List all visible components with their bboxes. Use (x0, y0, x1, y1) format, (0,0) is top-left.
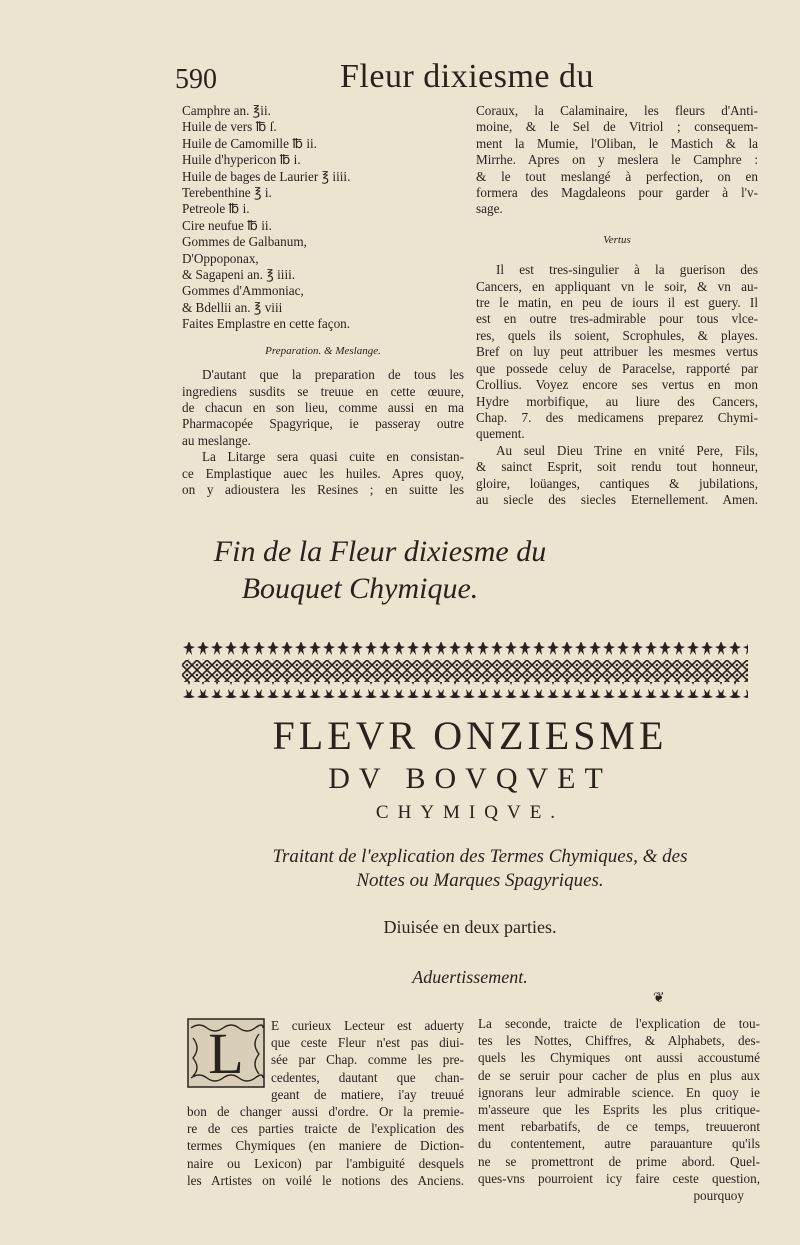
text-line: La seconde, traicte de l'explication de tou- (478, 1016, 760, 1031)
chapter-title-line-2: DV BOVQVET (328, 762, 612, 795)
notice-heading: Aduertissement. (412, 967, 528, 987)
ornament-band-icon (182, 640, 748, 700)
text-line: Cancers, en appliquant vn le soir, & vn au- (476, 278, 758, 294)
text-line: que possede celuy de Paracelse, rapporté par (476, 360, 758, 376)
notice-right-column (478, 1015, 760, 1204)
recipe-line: Terebenthine ℥ i. (182, 185, 272, 201)
text-line: on y adioustera les Resines ; en suitte les (182, 481, 464, 497)
text-line: naire ou Lexicon) par l'ambiguité desquels (187, 1155, 464, 1171)
text-line: ques-vns pourroient icy faire ceste question, (478, 1170, 760, 1186)
recipe-line: Huile de bages de Laurier ℥ iiii. (182, 168, 351, 184)
notice-left-column (187, 1017, 464, 1189)
text-line: formera des Magdaleons pour garder à l'v- (476, 185, 758, 201)
text-line: Pharmacopée Spagyrique, ie passeray outre (182, 416, 464, 432)
text-line: de chacun en son lieu, comme aussi en ma (182, 399, 464, 415)
text-line: gloire, loüanges, cantiques & jubilations, (476, 475, 758, 491)
text-line: geant de matiere, i'ay treuué (271, 1086, 464, 1102)
vertus-heading: Vertus (603, 233, 631, 246)
text-line: les Artistes on voilé le notions des Anciens. (187, 1172, 464, 1188)
text-line: ingrediens susdits se treuue en cette œuure, (182, 383, 464, 399)
dropcap-letter: L (208, 1021, 244, 1086)
text-line: cedentes, dautant que chan- (271, 1069, 464, 1085)
text-line: & le tout meslangé à perfection, on en (476, 168, 758, 184)
text-line: termes Chymiques (en maniere de Diction- (187, 1138, 464, 1154)
text-line: Crollius. Voyez encore ses vertus en mon (476, 377, 758, 393)
text-line: m'asseure que les Esprits les plus critique- (478, 1102, 760, 1118)
text-line: La Litarge sera quasi cuite en consistan- (202, 449, 464, 465)
text-line: quels les Chymiques ont aussi accoustumé (478, 1050, 760, 1066)
recipe-line: Cire neufue ℔ ii. (182, 217, 272, 233)
chapter-title: FLEVR ONZIESME (272, 713, 668, 758)
division-note: Diuisée en deux parties. (383, 917, 557, 937)
text-line: D'autant que la preparation de tous les (202, 367, 464, 383)
right-column (476, 103, 758, 508)
text-line: Bref on luy peut attribuer les mesmes vertus (476, 344, 758, 360)
recipe-list (182, 103, 464, 333)
text-line: re de ces parties traicte de l'explication des (187, 1121, 464, 1137)
text-line: de se seruir pour cacher de plus en plus aux (478, 1067, 760, 1083)
running-title: Fleur dixiesme du (340, 58, 595, 95)
recipe-line: Huile d'hypericon ℔ i. (182, 152, 301, 168)
mixing-paragraph (182, 449, 464, 498)
page-header (175, 58, 775, 106)
recipe-line: Gommes d'Ammoniac, (182, 283, 304, 299)
text-line: ment rebarbatifs, de ce temps, treuueront (478, 1119, 760, 1135)
text-line: tre le matin, en peu de iours il est guery. Il (476, 295, 758, 311)
continued-paragraph (476, 103, 758, 218)
text-line: ce Emplastique auec les huiles. Apres quoy, (182, 465, 464, 481)
text-line: Au seul Dieu Trine en vnité Pere, Fils, (496, 442, 758, 458)
text-line: au siecle des siecles Eternellement. Amen. (476, 491, 758, 507)
recipe-line: Gommes de Galbanum, (182, 234, 307, 250)
text-line: moine, & le Sel de Vitriol ; consequem- (476, 119, 758, 135)
left-column (182, 103, 464, 498)
text-line: E curieux Lecteur est aduerty (271, 1018, 464, 1033)
chapter-subtitle: Traitant de l'explication des Termes Chymiques, & des (272, 846, 688, 867)
preparation-heading: Preparation. & Meslange. (265, 344, 381, 357)
closing-line-2: Bouquet Chymique. (241, 572, 479, 605)
recipe-line: Petreole ℔ i. (182, 201, 250, 217)
text-line: Il est tres-singulier à la guerison des (496, 262, 758, 278)
vertus-paragraph (476, 262, 758, 442)
fleuron-icon: ❦ (653, 991, 665, 1006)
text-line: & sainct Esprit, soit rendu tout honneur, (476, 459, 758, 475)
text-line: du contentement, autre parauanture qu'ils (478, 1136, 760, 1152)
text-line: quement. (476, 426, 525, 442)
recipe-line: & Bdellii an. ℥ viii (182, 299, 283, 315)
recipe-line: Huile de Camomille ℔ ii. (182, 135, 317, 151)
recipe-line: Huile de vers ℔ ſ. (182, 119, 277, 135)
text-line: Chap. 7. des medicamens preparez Chymi- (476, 409, 758, 425)
recipe-line: Faites Emplastre en cette façon. (182, 316, 351, 332)
text-line: sée par Chap. comme les pre- (271, 1052, 464, 1068)
text-line: Mirrhe. Apres on y meslera le Camphre : (476, 152, 758, 168)
text-line: au meslange. (182, 432, 251, 448)
text-line: sage. (476, 201, 503, 217)
catchword: pourquoy (693, 1188, 744, 1204)
text-line: tes les Nottes, Chiffres, & Alphabets, des- (478, 1033, 760, 1049)
text-line: ne se promettront de prime abord. Quel- (478, 1153, 760, 1169)
doxology-paragraph (476, 443, 758, 509)
text-line: que ceste Fleur n'est pas diui- (271, 1035, 464, 1051)
text-line: Coraux, la Calaminaire, les fleurs d'Anti- (476, 103, 758, 118)
chapter-title-line-3: CHYMIQVE. (375, 802, 565, 823)
page-number: 590 (175, 64, 217, 95)
chapter-subtitle-line-2: Nottes ou Marques Spagyriques. (356, 870, 604, 891)
recipe-line: & Sagapeni an. ℥ iiii. (182, 267, 296, 283)
text-line: ment la Mumie, l'Oliban, le Mastich & la (476, 135, 758, 151)
recipe-line: Camphre an. ℥ii. (182, 103, 271, 118)
text-line: Hydre morbifique, au liure des Cancers, (476, 393, 758, 409)
recipe-line: D'Oppoponax, (182, 250, 259, 266)
closing-line-1: Fin de la Fleur dixiesme du (213, 535, 547, 568)
text-line: bon de changer aussi d'ordre. Or la premie- (187, 1104, 464, 1120)
text-line: res, quels ils soient, Scrophules, & playes. (476, 327, 758, 343)
preparation-paragraph (182, 367, 464, 449)
text-line: est en outre tres-admirable pour tous vlce- (476, 311, 758, 327)
text-line: ignorans leur admirable science. En quoy ie (478, 1084, 760, 1100)
